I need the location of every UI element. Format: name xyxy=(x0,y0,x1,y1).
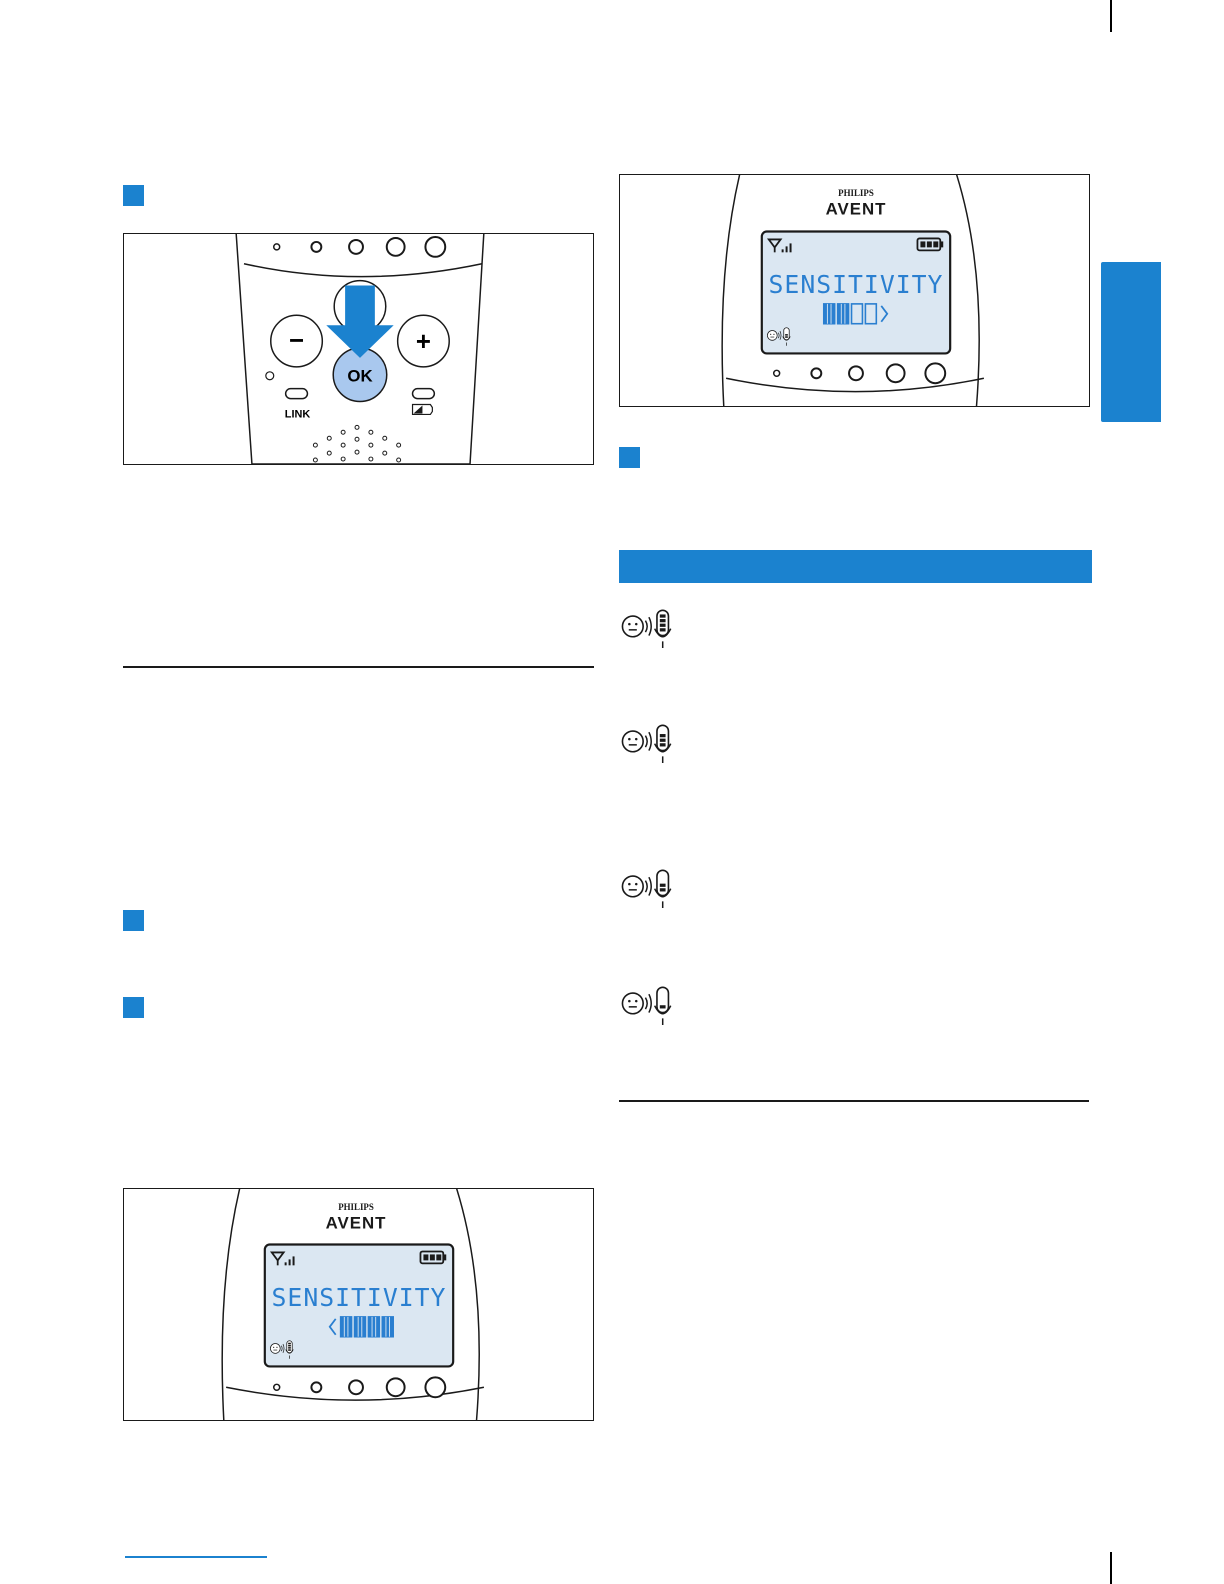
sensitivity-level-1-icon xyxy=(617,983,677,1025)
level-bar-filled xyxy=(838,304,849,324)
section-divider-right xyxy=(619,1100,1089,1102)
minus-label: − xyxy=(289,327,305,355)
plus-label: + xyxy=(415,327,431,356)
sensitivity-level-2-icon xyxy=(617,866,677,908)
sensitivity-level-4-icon xyxy=(617,606,677,648)
level-bar-filled xyxy=(341,1317,352,1337)
footer-rule xyxy=(125,1556,267,1558)
chapter-side-tab xyxy=(1101,262,1161,422)
step-marker-2 xyxy=(123,910,144,931)
level-bar-filled xyxy=(368,1317,379,1337)
section-divider-left xyxy=(123,666,594,668)
lcd-title: SENSITIVITY xyxy=(768,269,944,299)
parent-unit-drawing xyxy=(222,1189,484,1420)
crop-mark-bottom xyxy=(1110,1552,1112,1584)
step-marker-1 xyxy=(123,185,144,206)
minus-button xyxy=(271,315,323,367)
figure-ok-button-press xyxy=(123,233,594,465)
step-marker-4 xyxy=(619,447,640,468)
parent-unit-drawing xyxy=(722,175,984,406)
sensitivity-level-3-icon xyxy=(617,721,677,763)
figure-lcd-sensitivity-high xyxy=(123,1188,594,1421)
link-led xyxy=(286,389,308,399)
brand-avent: AVENT xyxy=(325,1213,387,1233)
figure-lcd-sensitivity-low xyxy=(619,174,1090,407)
ok-label: OK xyxy=(347,366,373,386)
table-header-bar xyxy=(619,550,1092,583)
level-bar-filled xyxy=(382,1317,393,1337)
crop-mark-top xyxy=(1110,0,1112,32)
brand-philips: PHILIPS xyxy=(838,187,874,198)
battery-icon xyxy=(413,405,433,415)
power-led xyxy=(266,372,274,380)
lcd-title: SENSITIVITY xyxy=(271,1282,447,1312)
level-bar-filled xyxy=(355,1317,366,1337)
step-marker-3 xyxy=(123,997,144,1018)
brand-avent: AVENT xyxy=(825,199,887,219)
link-label: LINK xyxy=(284,408,311,421)
brand-philips: PHILIPS xyxy=(338,1201,374,1212)
level-bar-filled xyxy=(824,304,835,324)
battery-led xyxy=(413,389,435,399)
plus-button xyxy=(398,315,450,367)
